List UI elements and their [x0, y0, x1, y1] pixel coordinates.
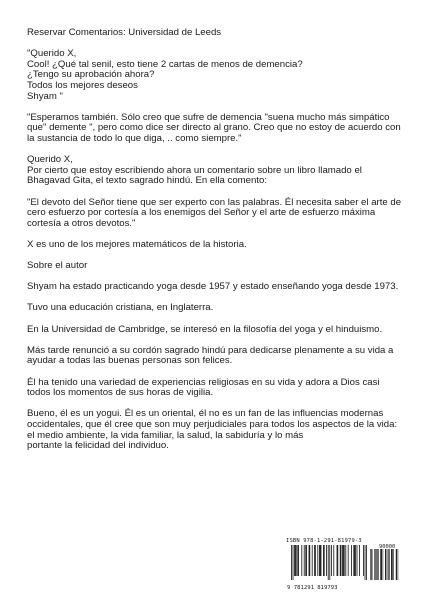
barcode-bar — [359, 545, 360, 576]
barcode-bar — [396, 549, 397, 580]
supplement-bars — [370, 549, 398, 580]
barcode-bar — [331, 545, 332, 576]
gita-commentary-quote: "El devoto del Señor tiene que ser experto con las palabras. Él necesita saber el arte de cero esfuerzo por cortesía a los enemigos del Señor y el arte de esfuerzo máxima cortesía a otros devotos." — [27, 196, 402, 229]
barcode-bar — [381, 549, 382, 580]
barcode-bar — [345, 545, 346, 576]
barcode-bar — [340, 545, 341, 576]
barcode-bar — [315, 545, 316, 576]
barcode-bar — [329, 545, 330, 580]
barcode-bar — [372, 549, 373, 580]
barcode-bar — [324, 545, 325, 576]
barcode-bar — [380, 549, 381, 580]
barcode-bar — [321, 545, 322, 576]
reply-quote: "Esperamos también. Sólo creo que sufre de demencia "suena mucho más simpático que" demente ", pero como dice ser directo al grano. Creo que no estoy de acuerdo con la sustancia de todo lo que diga, .. como siempre." — [27, 111, 401, 144]
author-bio-renunciation: Más tarde renunció a su cordón sagrado hindú para dedicarse plenamente a su vida a ayudar a todas las buenas personas son felices. — [27, 344, 394, 367]
barcode-bar — [357, 545, 358, 576]
barcode-bar — [392, 549, 393, 580]
barcode-bar — [304, 545, 305, 576]
barcode-bar — [371, 549, 372, 580]
barcode-bar — [294, 545, 295, 576]
price-code: 90000 — [379, 544, 396, 550]
barcode-bar — [344, 545, 345, 576]
letter-quote-1: "Querido X, Cool! ¿Qué tal senil, esto tiene 2 cartas de menos de demencia? ¿Tengo su aprobación ahora? Todos los mejores deseos Shyam " — [27, 48, 303, 102]
barcode-bar — [388, 549, 389, 580]
barcode-bar — [301, 545, 302, 576]
barcode-bar — [306, 545, 307, 576]
back-cover-text — [27, 28, 402, 462]
barcode-bar — [391, 549, 392, 580]
mathematician-remark: X es uno de los mejores matemáticos de la historia. — [27, 238, 247, 250]
barcode-bar — [376, 549, 377, 580]
about-author-heading: Sobre el autor — [27, 260, 88, 272]
barcode-bar — [326, 545, 327, 576]
barcode-bar — [319, 545, 320, 576]
barcode-bar — [323, 545, 324, 576]
barcode-bar — [341, 545, 342, 576]
barcode-bar — [317, 545, 318, 576]
barcode-bar — [298, 545, 299, 576]
author-bio-yogi: Bueno, él es un yogui. Él es un oriental, él no es un fan de las influencias modernas occidentales, que él cree que son muy perjudiciales para todos los aspectos de la vida: el medio ambiente, la vida familiar, la salud, la sabiduría y lo más portante la felicidad del individuo. — [27, 408, 398, 452]
barcode-bar — [293, 545, 294, 580]
author-bio-cambridge: En la Universidad de Cambridge, se interesó en la filosofía del yoga y el hinduismo. — [27, 323, 383, 335]
barcode-bar — [366, 545, 367, 580]
barcode-bar — [396, 549, 397, 580]
barcode-graphic — [286, 545, 402, 590]
letter-quote-2: Querido X, Por cierto que estoy escribiendo ahora un comentario sobre un libro llamado el Bhagavad Gita, el texto sagrado hindú. En ella comento: — [27, 154, 362, 187]
barcode-bar — [389, 549, 390, 580]
barcode-bar — [309, 545, 310, 576]
barcode-bar — [378, 549, 379, 580]
barcode-bar — [374, 549, 375, 580]
barcode-bar — [312, 545, 313, 576]
barcode-bar — [295, 545, 296, 576]
barcode-bar — [370, 549, 371, 580]
barcode-bar — [309, 545, 310, 576]
barcode-bar — [296, 545, 297, 576]
ean13-bars — [291, 545, 367, 580]
barcode-bar — [320, 545, 321, 576]
author-bio-religion: Él ha tenido una variedad de experiencias religiosas en su vida y adora a Dios casi todos los momentos de sus horas de vigilia. — [27, 376, 380, 399]
barcode-bar — [386, 549, 387, 580]
barcode-bar — [305, 545, 306, 576]
barcode-bar — [291, 545, 292, 580]
barcode-bar — [328, 545, 329, 580]
barcode-bar — [381, 549, 382, 580]
barcode-bar — [377, 549, 378, 580]
isbn-label: ISBN 978-1-291-81979-3 — [286, 538, 362, 544]
barcode-bar — [392, 549, 393, 580]
barcode-bar — [365, 545, 366, 580]
barcode-bar — [354, 545, 355, 576]
author-bio-education: Tuvo una educación cristiana, en Inglaterra. — [27, 302, 214, 314]
barcode-bar — [383, 549, 384, 580]
barcode-bar — [355, 545, 356, 576]
barcode-bar — [351, 545, 352, 576]
barcode-bar — [393, 549, 394, 580]
barcode-bar — [385, 549, 386, 580]
barcode-bar — [297, 545, 298, 576]
barcode-bar — [398, 549, 399, 580]
barcode-bar — [333, 545, 334, 576]
barcode-bar — [353, 545, 354, 576]
review-heading: Reservar Comentarios: Universidad de Leeds — [27, 27, 222, 38]
barcode-bar — [387, 549, 388, 580]
barcode-digits: 9 781291 819793 — [287, 585, 338, 590]
barcode-bar — [314, 545, 315, 576]
barcode-bar — [348, 545, 349, 576]
barcode-bar — [337, 545, 338, 576]
barcode-bar — [342, 545, 343, 576]
barcode-bar — [375, 549, 376, 580]
barcode-bar — [363, 545, 364, 576]
barcode-bar — [337, 545, 338, 576]
isbn-barcode — [286, 538, 402, 590]
barcode-bar — [343, 545, 344, 576]
author-bio-yoga: Shyam ha estado practicando yoga desde 1957 y estado enseñando yoga desde 1973. — [27, 281, 399, 293]
